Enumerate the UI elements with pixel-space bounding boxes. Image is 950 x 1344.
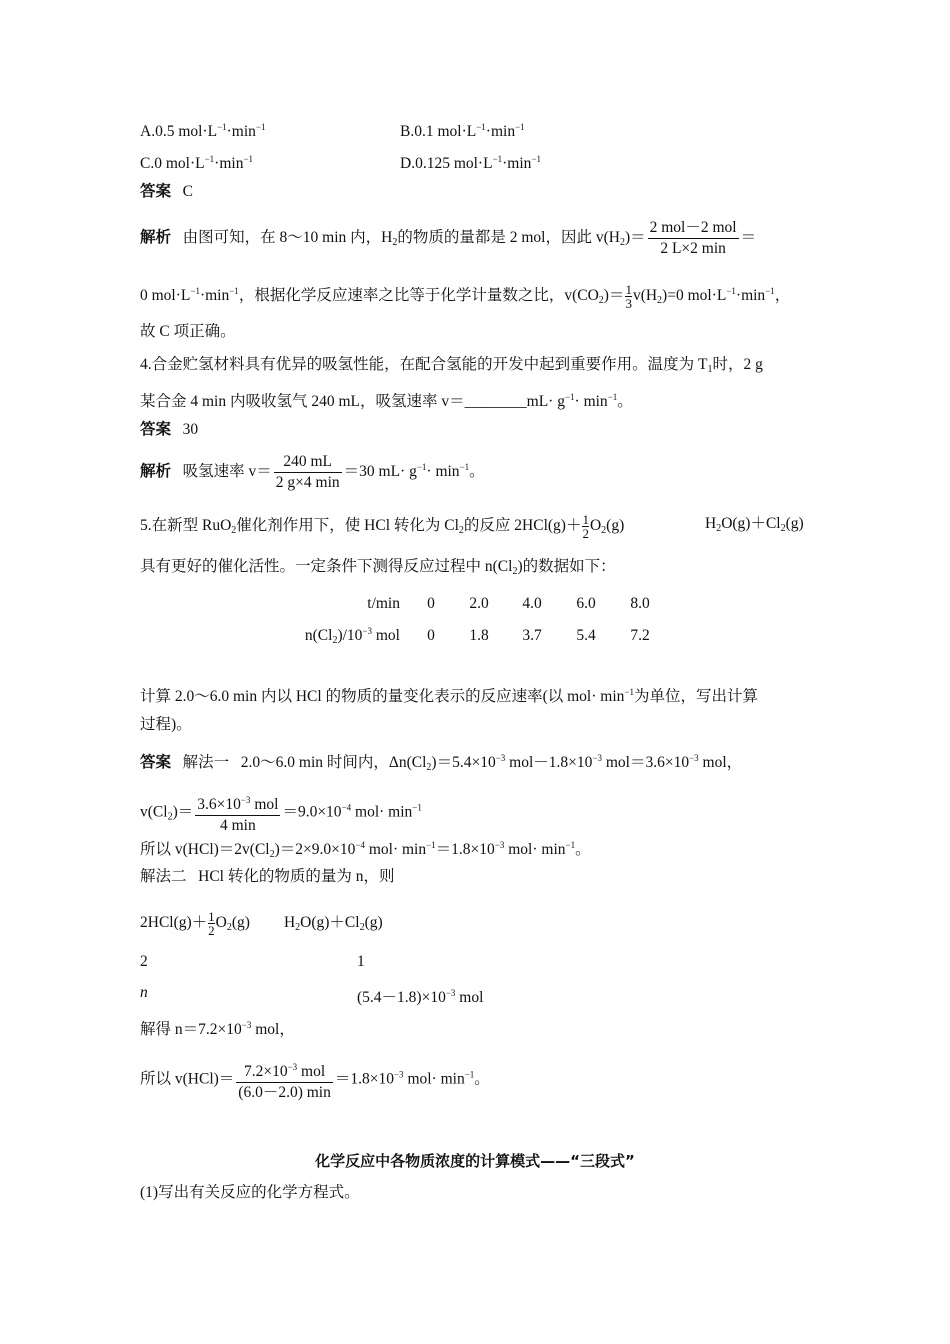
rate-fraction: $\frac{\text{2 mol－2 mol}}{2 L\times 2 \min}$ — [649, 219, 737, 257]
q5-equation: 2HCl(g)＋ $\frac{1}{2}$ $O_2(g)$ $H_2O(g)+Cl_2(g)$ — [140, 909, 383, 938]
q5-question-line2: 过程)。 — [140, 716, 192, 733]
q3-analysis-line1: 解析 由图可知，在 8～10 min 内，$H_2$的物质的量都是 2 mol，因此 $v(H_2)=$ $\frac{\text{2 mol－2 mol}}{2 L\times 2 \min}$ ＝ — [140, 219, 757, 257]
table-cell: 4.0 — [522, 595, 542, 612]
q5-n-right: $(5.4-1.8)\times 10^{-3}$ mol — [357, 988, 484, 1006]
q5-method2: 解法二 HCl 转化的物质的量为 n，则 — [140, 868, 395, 885]
q5-v-cl2: $v(Cl_2)=$ $\frac{3.6\times 10^{-3} mol}{4 \min}$ $=9.0\times 10^{-4}$ $mol\cdot \min^{-1}$ — [140, 790, 810, 836]
q5-method1: 答案 解法一 2.0～6.0 min 时间内，$\Delta n(Cl_2)=5.4\times 10^{-3}$ $mol-1.8\times 10^{-3}$ $mol=3.6\times 10^{-3}$ mol， — [140, 753, 743, 773]
analysis-label: 解析 — [140, 229, 172, 247]
q5-coef-right: 1 — [357, 953, 365, 970]
table-row — [285, 588, 676, 620]
q3-analysis-line2: 0 $mol\cdot L^{-1}\cdot\min^{-1}$，根据化学反应速率之比等于化学计量数之比，$v(CO_2)=$ $\frac{1}{3}$ $v(H_2)=0$ $mol\cdot L^{-1}\cdot\min^{-1}$， — [140, 281, 791, 311]
q4-answer: 答案 30 — [140, 421, 199, 438]
option-b: B.0.1 $mol\cdot L^{-1}\cdot\min^{-1}$ — [400, 122, 525, 140]
data-table — [285, 588, 676, 652]
table-cell: 0 — [427, 627, 435, 644]
q4-analysis: 解析 吸氢速率 v＝ $\frac{240 mL}{2 g\times 4 \min}$ ＝30 $mL\cdot g^{-1}\cdot \min^{-1}$。 — [140, 453, 485, 491]
section-item-1: (1)写出有关反应的化学方程式。 — [140, 1184, 360, 1201]
table-cell: 6.0 — [576, 595, 596, 612]
q4-line1: 4.合金贮氢材料具有优异的吸氢性能，在配合氢能的开发中起到重要作用。温度为 $T_1$时，2 g — [140, 356, 763, 375]
table-cell: 3.7 — [522, 627, 542, 644]
q5-question-line1: 计算 2.0～6.0 min 内以 HCl 的物质的量变化表示的反应速率(以 $mol\cdot \min^{-1}$为单位，写出计算 — [140, 687, 758, 705]
q5-coef-left: 2 — [140, 953, 148, 970]
option-d: D.0.125 $mol\cdot L^{-1}\cdot\min^{-1}$ — [400, 154, 541, 172]
row-label-amount: $n(Cl_2)/10^{-3}$ mol — [304, 626, 400, 646]
q5-line1-product: $H_2O(g)+Cl_2(g)$ — [705, 515, 804, 534]
table-cell: 8.0 — [630, 595, 650, 612]
q5-n-left: n — [140, 984, 148, 1001]
q3-analysis-line3: 故 C 项正确。 — [140, 323, 236, 340]
q5-so-line: 所以 $v(HCl)=2v(Cl_2)=2\times 9.0\times 10^{-4}$ $mol\cdot \min^{-1}=1.8\times 10^{-3}$ $mol\cdot \min^{-1}$。 — [140, 840, 591, 860]
q4-line2: 某合金 4 min 内吸收氢气 240 mL，吸氢速率 v＝________mL· $g^{-1}\cdot \min^{-1}$。 — [140, 392, 633, 410]
table-row — [285, 620, 676, 652]
q3-answer: 答案 C — [140, 183, 193, 200]
q5-final: 所以 v(HCl)＝ $\frac{7.2\times 10^{-3} mol}{(6.0-2.0) \min}$ $=1.8\times 10^{-3}$ $mol\cdot \min^{-1}$。 — [140, 1057, 810, 1103]
q5-solve: 解得 $n=7.2\times 10^{-3}$ mol， — [140, 1020, 295, 1038]
row-label-time: t/min — [367, 595, 400, 612]
option-a: A.0.5 $mol\cdot L^{-1}\cdot\min^{-1}$ — [140, 122, 266, 140]
section-heading: 化学反应中各物质浓度的计算模式——“三段式” — [315, 1152, 635, 1170]
table-cell: 1.8 — [469, 627, 489, 644]
option-c: C.0 $mol\cdot L^{-1}\cdot\min^{-1}$ — [140, 154, 254, 172]
table-cell: 0 — [427, 595, 435, 612]
table-cell: 7.2 — [630, 627, 650, 644]
table-cell: 2.0 — [469, 595, 489, 612]
q5-line1: 5.在新型 RuO$_2$催化剂作用下，使 HCl 转化为 $Cl_2$的反应 2HCl(g)＋ $\frac{1}{2}$ $O_2(g)$ — [140, 512, 625, 541]
answer-label: 答案 — [140, 183, 172, 200]
table-cell: 5.4 — [576, 627, 596, 644]
q5-line2: 具有更好的催化活性。一定条件下测得反应过程中 $n(Cl_2)$的数据如下： — [140, 558, 616, 577]
